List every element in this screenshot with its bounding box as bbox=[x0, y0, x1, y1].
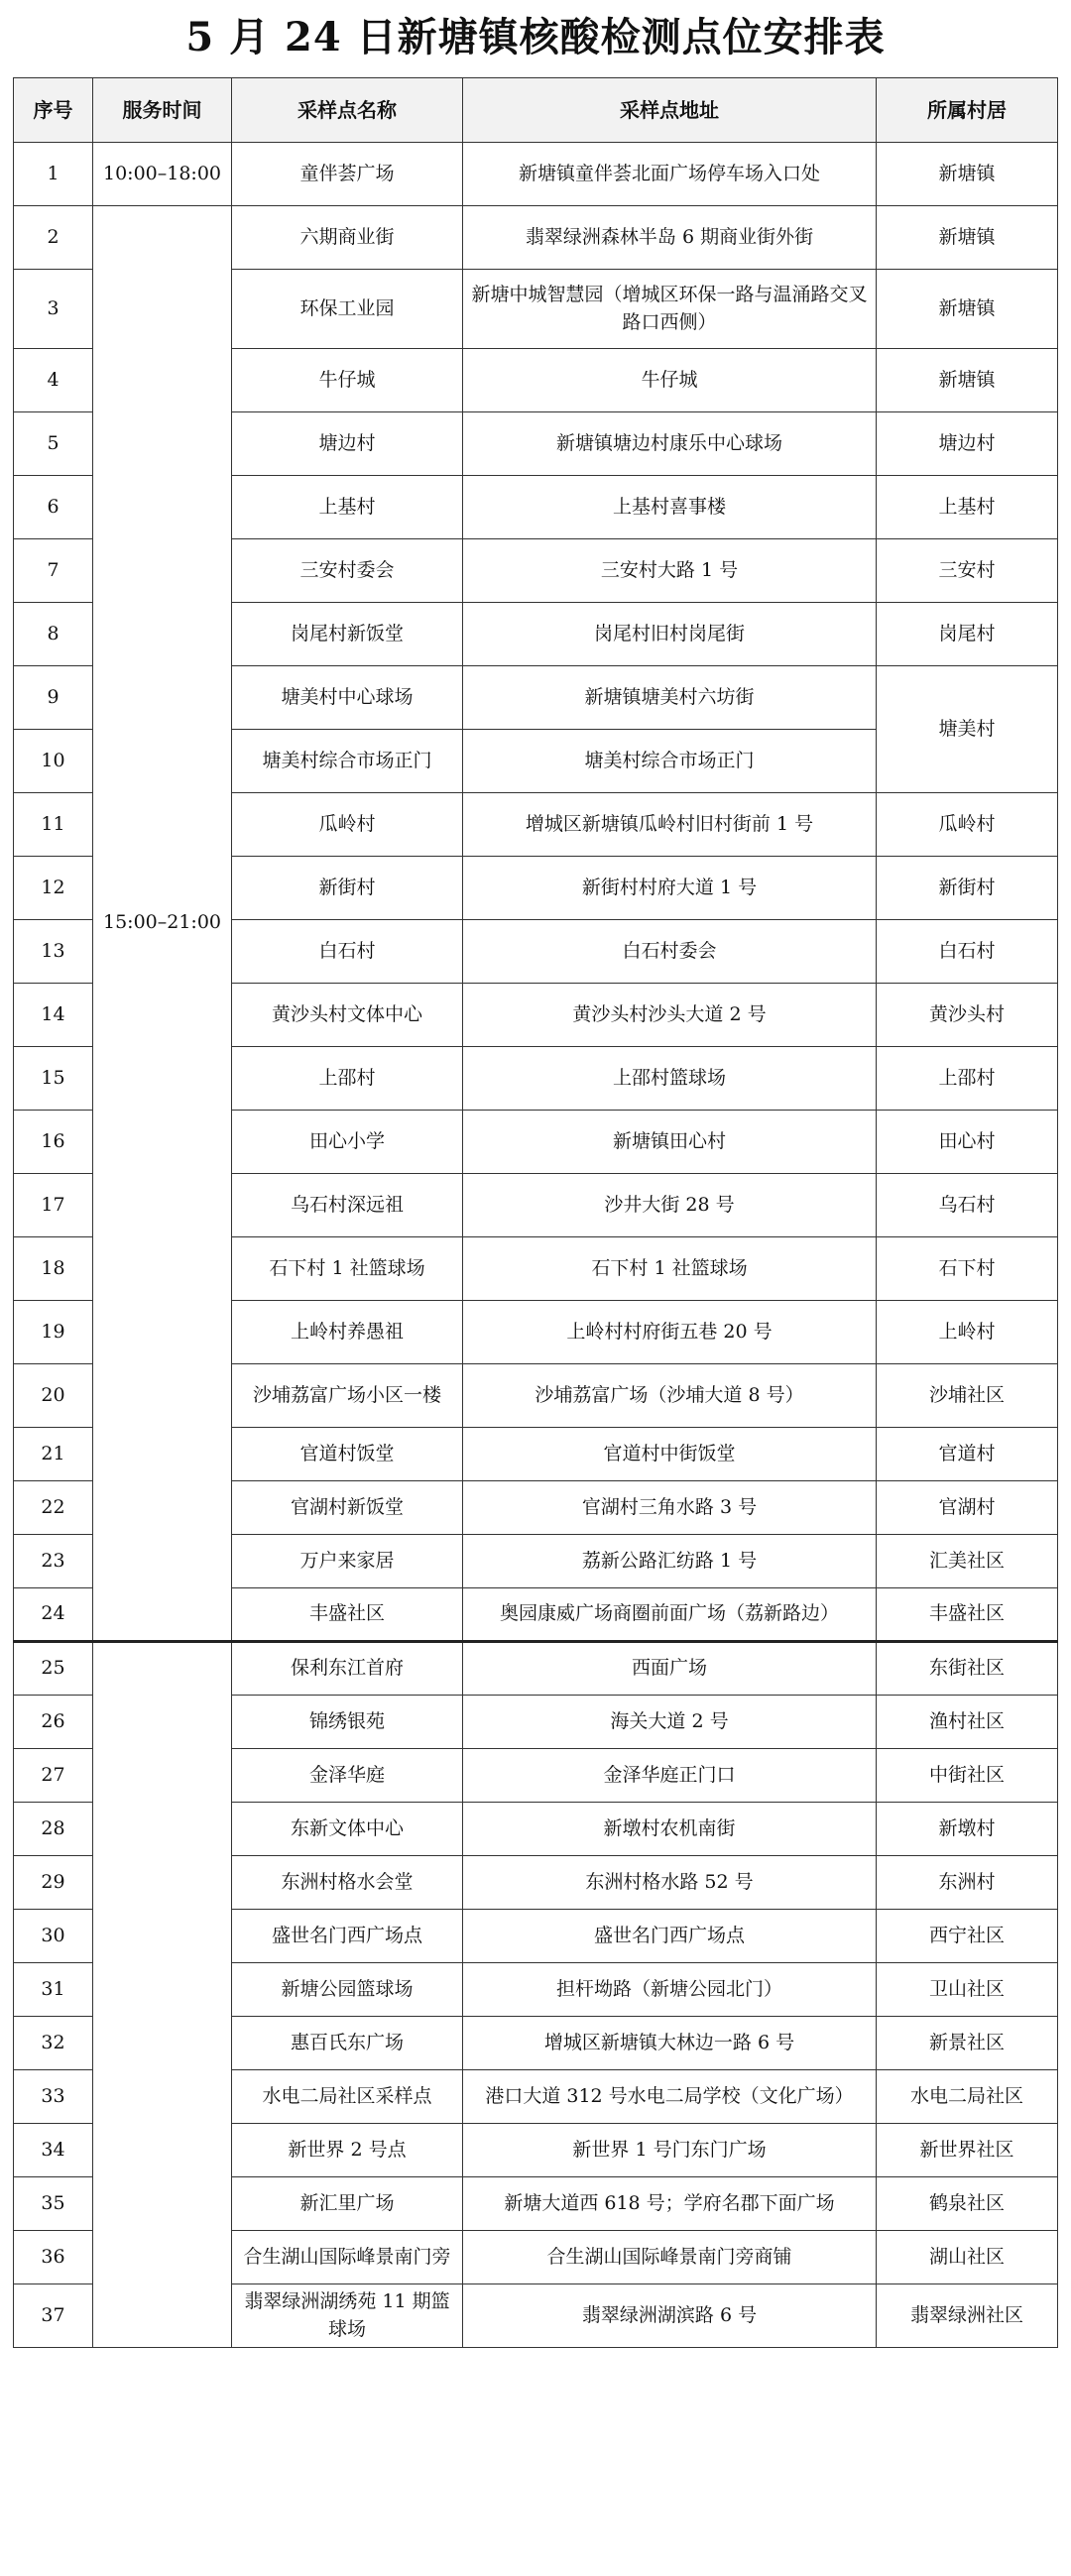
cell-index: 29 bbox=[14, 1856, 93, 1910]
cell-site: 岗尾村新饭堂 bbox=[232, 603, 463, 666]
cell-address: 官道村中街饭堂 bbox=[463, 1428, 877, 1481]
cell-time bbox=[93, 1642, 232, 2348]
cell-site: 三安村委会 bbox=[232, 539, 463, 603]
cell-site: 新街村 bbox=[232, 857, 463, 920]
cell-index: 26 bbox=[14, 1696, 93, 1749]
cell-site: 新世界 2 号点 bbox=[232, 2124, 463, 2177]
cell-village: 官湖村 bbox=[877, 1481, 1058, 1535]
cell-village: 白石村 bbox=[877, 920, 1058, 984]
cell-address: 盛世名门西广场点 bbox=[463, 1910, 877, 1963]
cell-index: 12 bbox=[14, 857, 93, 920]
cell-address: 岗尾村旧村岗尾街 bbox=[463, 603, 877, 666]
cell-village: 乌石村 bbox=[877, 1174, 1058, 1237]
table-row bbox=[14, 206, 1058, 270]
cell-address: 上岭村村府街五巷 20 号 bbox=[463, 1301, 877, 1364]
cell-site: 牛仔城 bbox=[232, 349, 463, 412]
cell-address: 港口大道 312 号水电二局学校（文化广场） bbox=[463, 2070, 877, 2124]
cell-village: 官道村 bbox=[877, 1428, 1058, 1481]
cell-time: 10:00–18:00 bbox=[93, 143, 232, 206]
cell-village: 三安村 bbox=[877, 539, 1058, 603]
cell-index: 36 bbox=[14, 2231, 93, 2284]
cell-address: 新塘镇塘边村康乐中心球场 bbox=[463, 412, 877, 476]
cell-address: 白石村委会 bbox=[463, 920, 877, 984]
cell-site: 保利东江首府 bbox=[232, 1642, 463, 1696]
cell-index: 9 bbox=[14, 666, 93, 730]
page-title: 5 月 24 日新塘镇核酸检测点位安排表 bbox=[185, 14, 886, 60]
cell-village: 上基村 bbox=[877, 476, 1058, 539]
cell-index: 33 bbox=[14, 2070, 93, 2124]
cell-village: 新塘镇 bbox=[877, 270, 1058, 349]
cell-index: 1 bbox=[14, 143, 93, 206]
cell-village: 新墩村 bbox=[877, 1803, 1058, 1856]
cell-site: 惠百氏东广场 bbox=[232, 2017, 463, 2070]
cell-address: 塘美村综合市场正门 bbox=[463, 730, 877, 793]
cell-index: 10 bbox=[14, 730, 93, 793]
cell-village: 新塘镇 bbox=[877, 143, 1058, 206]
cell-index: 17 bbox=[14, 1174, 93, 1237]
cell-village: 岗尾村 bbox=[877, 603, 1058, 666]
cell-village: 黄沙头村 bbox=[877, 984, 1058, 1047]
cell-site: 环保工业园 bbox=[232, 270, 463, 349]
table-row bbox=[14, 143, 1058, 206]
cell-site: 锦绣银苑 bbox=[232, 1696, 463, 1749]
cell-site: 丰盛社区 bbox=[232, 1588, 463, 1642]
cell-site: 官湖村新饭堂 bbox=[232, 1481, 463, 1535]
cell-village: 田心村 bbox=[877, 1111, 1058, 1174]
cell-site: 黄沙头村文体中心 bbox=[232, 984, 463, 1047]
cell-index: 34 bbox=[14, 2124, 93, 2177]
cell-village: 水电二局社区 bbox=[877, 2070, 1058, 2124]
cell-village: 东洲村 bbox=[877, 1856, 1058, 1910]
cell-address: 新塘镇童伴荟北面广场停车场入口处 bbox=[463, 143, 877, 206]
cell-village: 新塘镇 bbox=[877, 206, 1058, 270]
cell-site: 合生湖山国际峰景南门旁 bbox=[232, 2231, 463, 2284]
cell-site: 盛世名门西广场点 bbox=[232, 1910, 463, 1963]
cell-address: 三安村大路 1 号 bbox=[463, 539, 877, 603]
cell-index: 6 bbox=[14, 476, 93, 539]
table-row bbox=[14, 1642, 1058, 1696]
cell-address: 金泽华庭正门口 bbox=[463, 1749, 877, 1803]
cell-village: 鹤泉社区 bbox=[877, 2177, 1058, 2231]
cell-address: 奥园康威广场商圈前面广场（荔新路边） bbox=[463, 1588, 877, 1642]
cell-index: 35 bbox=[14, 2177, 93, 2231]
cell-index: 31 bbox=[14, 1963, 93, 2017]
header-site: 采样点名称 bbox=[232, 78, 463, 143]
cell-village: 石下村 bbox=[877, 1237, 1058, 1301]
cell-site: 上邵村 bbox=[232, 1047, 463, 1111]
cell-village: 塘美村 bbox=[877, 666, 1058, 793]
cell-index: 25 bbox=[14, 1642, 93, 1696]
cell-index: 27 bbox=[14, 1749, 93, 1803]
cell-address: 增城区新塘镇大林边一路 6 号 bbox=[463, 2017, 877, 2070]
cell-address: 新墩村农机南街 bbox=[463, 1803, 877, 1856]
header-index: 序号 bbox=[14, 78, 93, 143]
cell-index: 32 bbox=[14, 2017, 93, 2070]
cell-index: 18 bbox=[14, 1237, 93, 1301]
cell-address: 石下村 1 社篮球场 bbox=[463, 1237, 877, 1301]
cell-village: 渔村社区 bbox=[877, 1696, 1058, 1749]
cell-address: 新街村村府大道 1 号 bbox=[463, 857, 877, 920]
cell-index: 14 bbox=[14, 984, 93, 1047]
cell-village: 上岭村 bbox=[877, 1301, 1058, 1364]
cell-village: 西宁社区 bbox=[877, 1910, 1058, 1963]
cell-site: 上基村 bbox=[232, 476, 463, 539]
cell-index: 11 bbox=[14, 793, 93, 857]
cell-index: 8 bbox=[14, 603, 93, 666]
cell-address: 合生湖山国际峰景南门旁商铺 bbox=[463, 2231, 877, 2284]
cell-site: 新汇里广场 bbox=[232, 2177, 463, 2231]
cell-address: 新塘镇塘美村六坊街 bbox=[463, 666, 877, 730]
cell-index: 22 bbox=[14, 1481, 93, 1535]
cell-index: 7 bbox=[14, 539, 93, 603]
cell-address: 牛仔城 bbox=[463, 349, 877, 412]
cell-site: 塘美村中心球场 bbox=[232, 666, 463, 730]
header-village: 所属村居 bbox=[877, 78, 1058, 143]
cell-address: 上邵村篮球场 bbox=[463, 1047, 877, 1111]
cell-site: 塘边村 bbox=[232, 412, 463, 476]
cell-address: 荔新公路汇纺路 1 号 bbox=[463, 1535, 877, 1588]
cell-index: 28 bbox=[14, 1803, 93, 1856]
cell-site: 新塘公园篮球场 bbox=[232, 1963, 463, 2017]
cell-address: 翡翠绿洲湖滨路 6 号 bbox=[463, 2284, 877, 2348]
cell-address: 沙埔荔富广场（沙埔大道 8 号） bbox=[463, 1364, 877, 1428]
cell-village: 沙埔社区 bbox=[877, 1364, 1058, 1428]
cell-site: 白石村 bbox=[232, 920, 463, 984]
cell-village: 塘边村 bbox=[877, 412, 1058, 476]
cell-address: 官湖村三角水路 3 号 bbox=[463, 1481, 877, 1535]
cell-index: 24 bbox=[14, 1588, 93, 1642]
cell-address: 东洲村格水路 52 号 bbox=[463, 1856, 877, 1910]
header-time: 服务时间 bbox=[93, 78, 232, 143]
cell-site: 童伴荟广场 bbox=[232, 143, 463, 206]
cell-address: 西面广场 bbox=[463, 1642, 877, 1696]
cell-index: 4 bbox=[14, 349, 93, 412]
cell-site: 水电二局社区采样点 bbox=[232, 2070, 463, 2124]
cell-time: 15:00–21:00 bbox=[93, 206, 232, 1642]
cell-index: 30 bbox=[14, 1910, 93, 1963]
cell-village: 翡翠绿洲社区 bbox=[877, 2284, 1058, 2348]
cell-address: 沙井大街 28 号 bbox=[463, 1174, 877, 1237]
cell-site: 六期商业街 bbox=[232, 206, 463, 270]
cell-address: 上基村喜事楼 bbox=[463, 476, 877, 539]
cell-site: 上岭村养愚祖 bbox=[232, 1301, 463, 1364]
header-address: 采样点地址 bbox=[463, 78, 877, 143]
cell-site: 金泽华庭 bbox=[232, 1749, 463, 1803]
cell-village: 新世界社区 bbox=[877, 2124, 1058, 2177]
cell-site: 瓜岭村 bbox=[232, 793, 463, 857]
cell-village: 东街社区 bbox=[877, 1642, 1058, 1696]
cell-address: 增城区新塘镇瓜岭村旧村街前 1 号 bbox=[463, 793, 877, 857]
cell-index: 2 bbox=[14, 206, 93, 270]
cell-index: 3 bbox=[14, 270, 93, 349]
cell-index: 37 bbox=[14, 2284, 93, 2348]
cell-index: 19 bbox=[14, 1301, 93, 1364]
cell-site: 塘美村综合市场正门 bbox=[232, 730, 463, 793]
cell-site: 翡翠绿洲湖绣苑 11 期篮球场 bbox=[232, 2284, 463, 2348]
cell-village: 湖山社区 bbox=[877, 2231, 1058, 2284]
cell-address: 担杆坳路（新塘公园北门） bbox=[463, 1963, 877, 2017]
cell-index: 15 bbox=[14, 1047, 93, 1111]
cell-site: 田心小学 bbox=[232, 1111, 463, 1174]
cell-village: 丰盛社区 bbox=[877, 1588, 1058, 1642]
cell-site: 官道村饭堂 bbox=[232, 1428, 463, 1481]
cell-site: 乌石村深远祖 bbox=[232, 1174, 463, 1237]
table-body bbox=[14, 143, 1058, 2348]
cell-index: 21 bbox=[14, 1428, 93, 1481]
cell-index: 16 bbox=[14, 1111, 93, 1174]
cell-address: 新世界 1 号门东门广场 bbox=[463, 2124, 877, 2177]
cell-village: 中街社区 bbox=[877, 1749, 1058, 1803]
cell-site: 东新文体中心 bbox=[232, 1803, 463, 1856]
cell-site: 石下村 1 社篮球场 bbox=[232, 1237, 463, 1301]
cell-index: 13 bbox=[14, 920, 93, 984]
cell-village: 新街村 bbox=[877, 857, 1058, 920]
schedule-table bbox=[13, 77, 1058, 2348]
cell-site: 东洲村格水会堂 bbox=[232, 1856, 463, 1910]
cell-address: 新塘镇田心村 bbox=[463, 1111, 877, 1174]
cell-index: 5 bbox=[14, 412, 93, 476]
cell-address: 海关大道 2 号 bbox=[463, 1696, 877, 1749]
cell-address: 黄沙头村沙头大道 2 号 bbox=[463, 984, 877, 1047]
cell-address: 翡翠绿洲森林半岛 6 期商业街外街 bbox=[463, 206, 877, 270]
cell-site: 沙埔荔富广场小区一楼 bbox=[232, 1364, 463, 1428]
cell-village: 瓜岭村 bbox=[877, 793, 1058, 857]
cell-address: 新塘中城智慧园（增城区环保一路与温涌路交叉路口西侧） bbox=[463, 270, 877, 349]
cell-village: 汇美社区 bbox=[877, 1535, 1058, 1588]
cell-index: 23 bbox=[14, 1535, 93, 1588]
cell-index: 20 bbox=[14, 1364, 93, 1428]
table-header-row bbox=[14, 78, 1058, 143]
cell-address: 新塘大道西 618 号；学府名郡下面广场 bbox=[463, 2177, 877, 2231]
cell-village: 卫山社区 bbox=[877, 1963, 1058, 2017]
cell-village: 新景社区 bbox=[877, 2017, 1058, 2070]
cell-village: 上邵村 bbox=[877, 1047, 1058, 1111]
cell-site: 万户来家居 bbox=[232, 1535, 463, 1588]
cell-village: 新塘镇 bbox=[877, 349, 1058, 412]
